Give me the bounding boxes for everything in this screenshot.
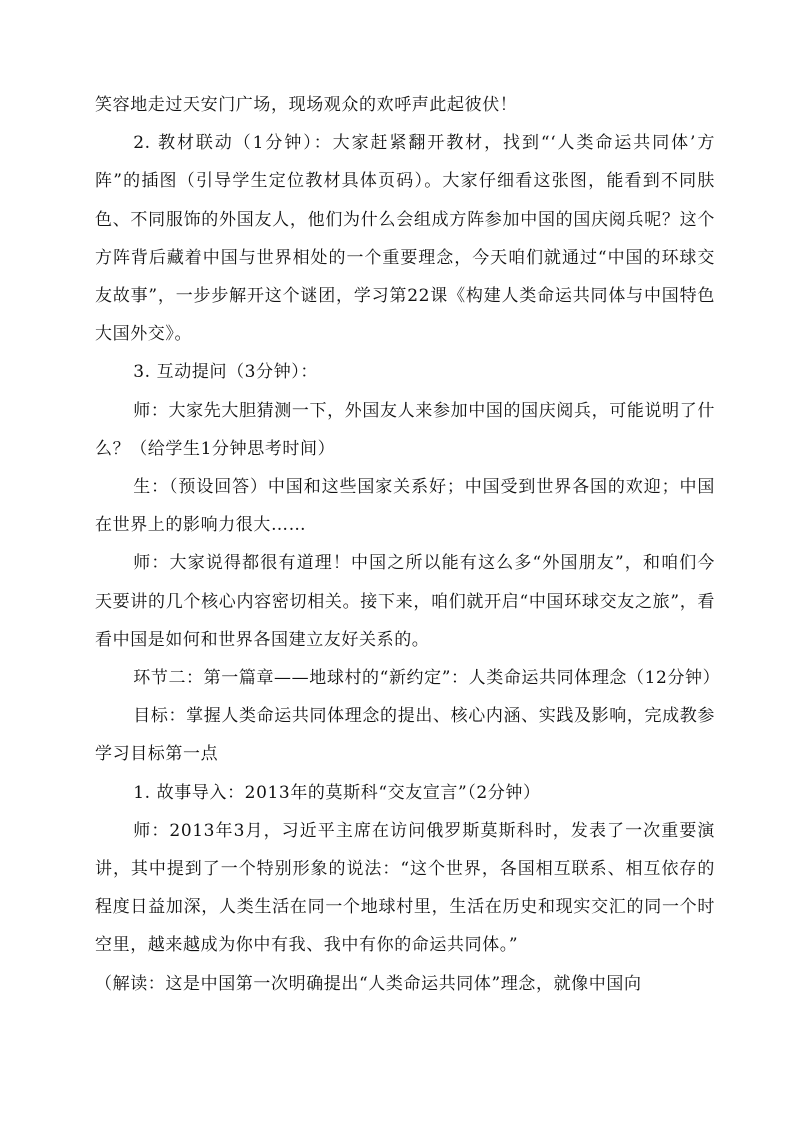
paragraph-textbook-link: 2. 教材联动（1分钟）：大家赶紧翻开教材，找到“‘人类命运共同体’方阵”的插图（引导学生定位教材具体页码）。大家仔细看这张图，能看到不同肤色、不同服饰的外国友人，他们为什么会组成方阵参加中国的国庆阅兵呢？这个方阵背后藏着中国与世界相处的一个重要理念，今天咱们就通过“中国的环球交友故事”，一步步解开这个谜团，学习第22课《构建人类命运共同体与中国特色大国外交》。: [95, 133, 715, 345]
paragraph-story-intro-heading: 1. 故事导入：2013年的莫斯科“交友宣言”（2分钟）: [133, 782, 541, 803]
paragraph-continuation: 笑容地走过天安门广场，现场观众的欢呼声此起彼伏！: [95, 95, 518, 115]
section-heading: 环节二：第一篇章——地球村的“新约定”：人类命运共同体理念（12分钟）: [133, 668, 721, 689]
paragraph-objective: 目标：掌握人类命运共同体理念的提出、核心内涵、实践及影响，完成教参学习目标第一点: [95, 706, 715, 765]
paragraph-teacher-response: 师：大家说得都很有道理！中国之所以能有这么多“外国朋友”，和咱们今天要讲的几个核心内容密切相关。接下来，咱们就开启“中国环球交友之旅”，看看中国是如何和世界各国建立友好关系的。: [95, 553, 715, 650]
paragraph-teacher-question: 师：大家先大胆猜测一下，外国友人来参加中国的国庆阅兵，可能说明了什么？（给学生1分钟思考时间）: [95, 400, 715, 459]
paragraph-interactive-question-heading: 3. 互动提问（3分钟）：: [133, 362, 318, 383]
paragraph-interpretation: （解读：这是中国第一次明确提出“人类命运共同体”理念，就像中国向: [95, 973, 642, 994]
paragraph-teacher-story: 师：2013年3月，习近平主席在访问俄罗斯莫斯科时，发表了一次重要演讲，其中提到了一个特别形象的说法：“这个世界，各国相互联系、相互依存的程度日益加深，人类生活在同一个地球村里，生活在历史和现实交汇的同一个时空里，越来越成为你中有我、我中有你的命运共同体。”: [95, 820, 715, 956]
paragraph-student-answer: 生：（预设回答）中国和这些国家关系好；中国受到世界各国的欢迎；中国在世界上的影响力很大……: [95, 477, 715, 536]
document-body: [95, 86, 721, 1003]
